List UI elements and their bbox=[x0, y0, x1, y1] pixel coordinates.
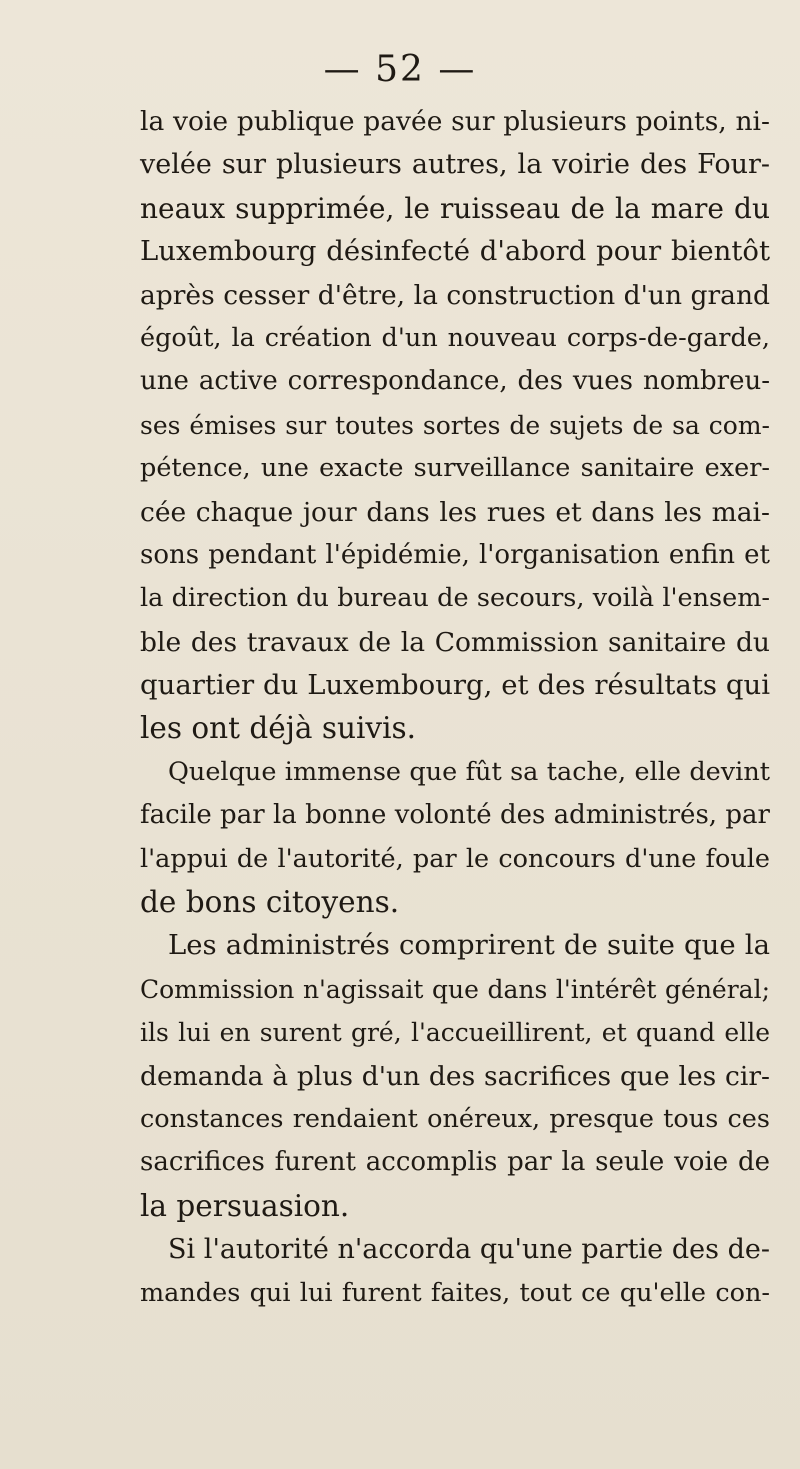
text-line: pétence, une exacte surveillance sanitaire exer- bbox=[140, 453, 770, 484]
text-line: Quelque immense que fût sa tache, elle devint bbox=[168, 756, 770, 787]
text-line: les ont déjà suivis. bbox=[140, 711, 417, 746]
text-line: la voie publique pavée sur plusieurs points, ni- bbox=[140, 106, 770, 137]
text-line: velée sur plusieurs autres, la voirie des Four- bbox=[140, 149, 770, 181]
text-line: sons pendant l'épidémie, l'organisation enfin et bbox=[140, 539, 770, 570]
text-line: ses émises sur toutes sortes de sujets de sa com- bbox=[140, 410, 770, 440]
text-line: Commission n'agissait que dans l'intérêt général; bbox=[140, 974, 770, 1004]
text-line: de bons citoyens. bbox=[140, 885, 400, 920]
text-line: constances rendaient onéreux, presque tous ces bbox=[140, 1103, 770, 1134]
text-line: sacrifices furent accomplis par la seule voie de bbox=[140, 1147, 770, 1178]
text-line: mandes qui lui furent faites, tout ce qu'elle con- bbox=[140, 1277, 770, 1308]
text-line: une active correspondance, des vues nombreu- bbox=[140, 366, 770, 397]
page-number: — 52 — bbox=[323, 49, 477, 90]
text-line: Les administrés comprirent de suite que la bbox=[168, 929, 770, 962]
text-line: cée chaque jour dans les rues et dans les mai- bbox=[140, 496, 770, 528]
text-line: quartier du Luxembourg, et des résultats qui bbox=[140, 669, 770, 702]
text-line: Si l'autorité n'accorda qu'une partie des de- bbox=[168, 1234, 770, 1266]
text-line: demanda à plus d'un des sacrifices que les cir- bbox=[140, 1060, 770, 1092]
text-line: ils lui en surent gré, l'accueillirent, et quand elle bbox=[140, 1018, 770, 1048]
text-line: la persuasion. bbox=[140, 1188, 350, 1223]
text-line: ble des travaux de la Commission sanitaire du bbox=[140, 626, 770, 658]
text-line: après cesser d'être, la construction d'un grand bbox=[140, 279, 770, 311]
text-line: neaux supprimée, le ruisseau de la mare du bbox=[140, 191, 770, 225]
text-line: égoût, la création d'un nouveau corps-de-garde, bbox=[140, 322, 770, 353]
text-line: l'appui de l'autorité, par le concours d'une foule bbox=[140, 843, 770, 874]
text-line: la direction du bureau de secours, voilà l'ensem- bbox=[140, 583, 770, 614]
body-text bbox=[140, 100, 770, 1315]
text-line: Luxembourg désinfecté d'abord pour bientôt bbox=[140, 235, 770, 268]
text-line: facile par la bonne volonté des administrés, par bbox=[140, 800, 770, 831]
